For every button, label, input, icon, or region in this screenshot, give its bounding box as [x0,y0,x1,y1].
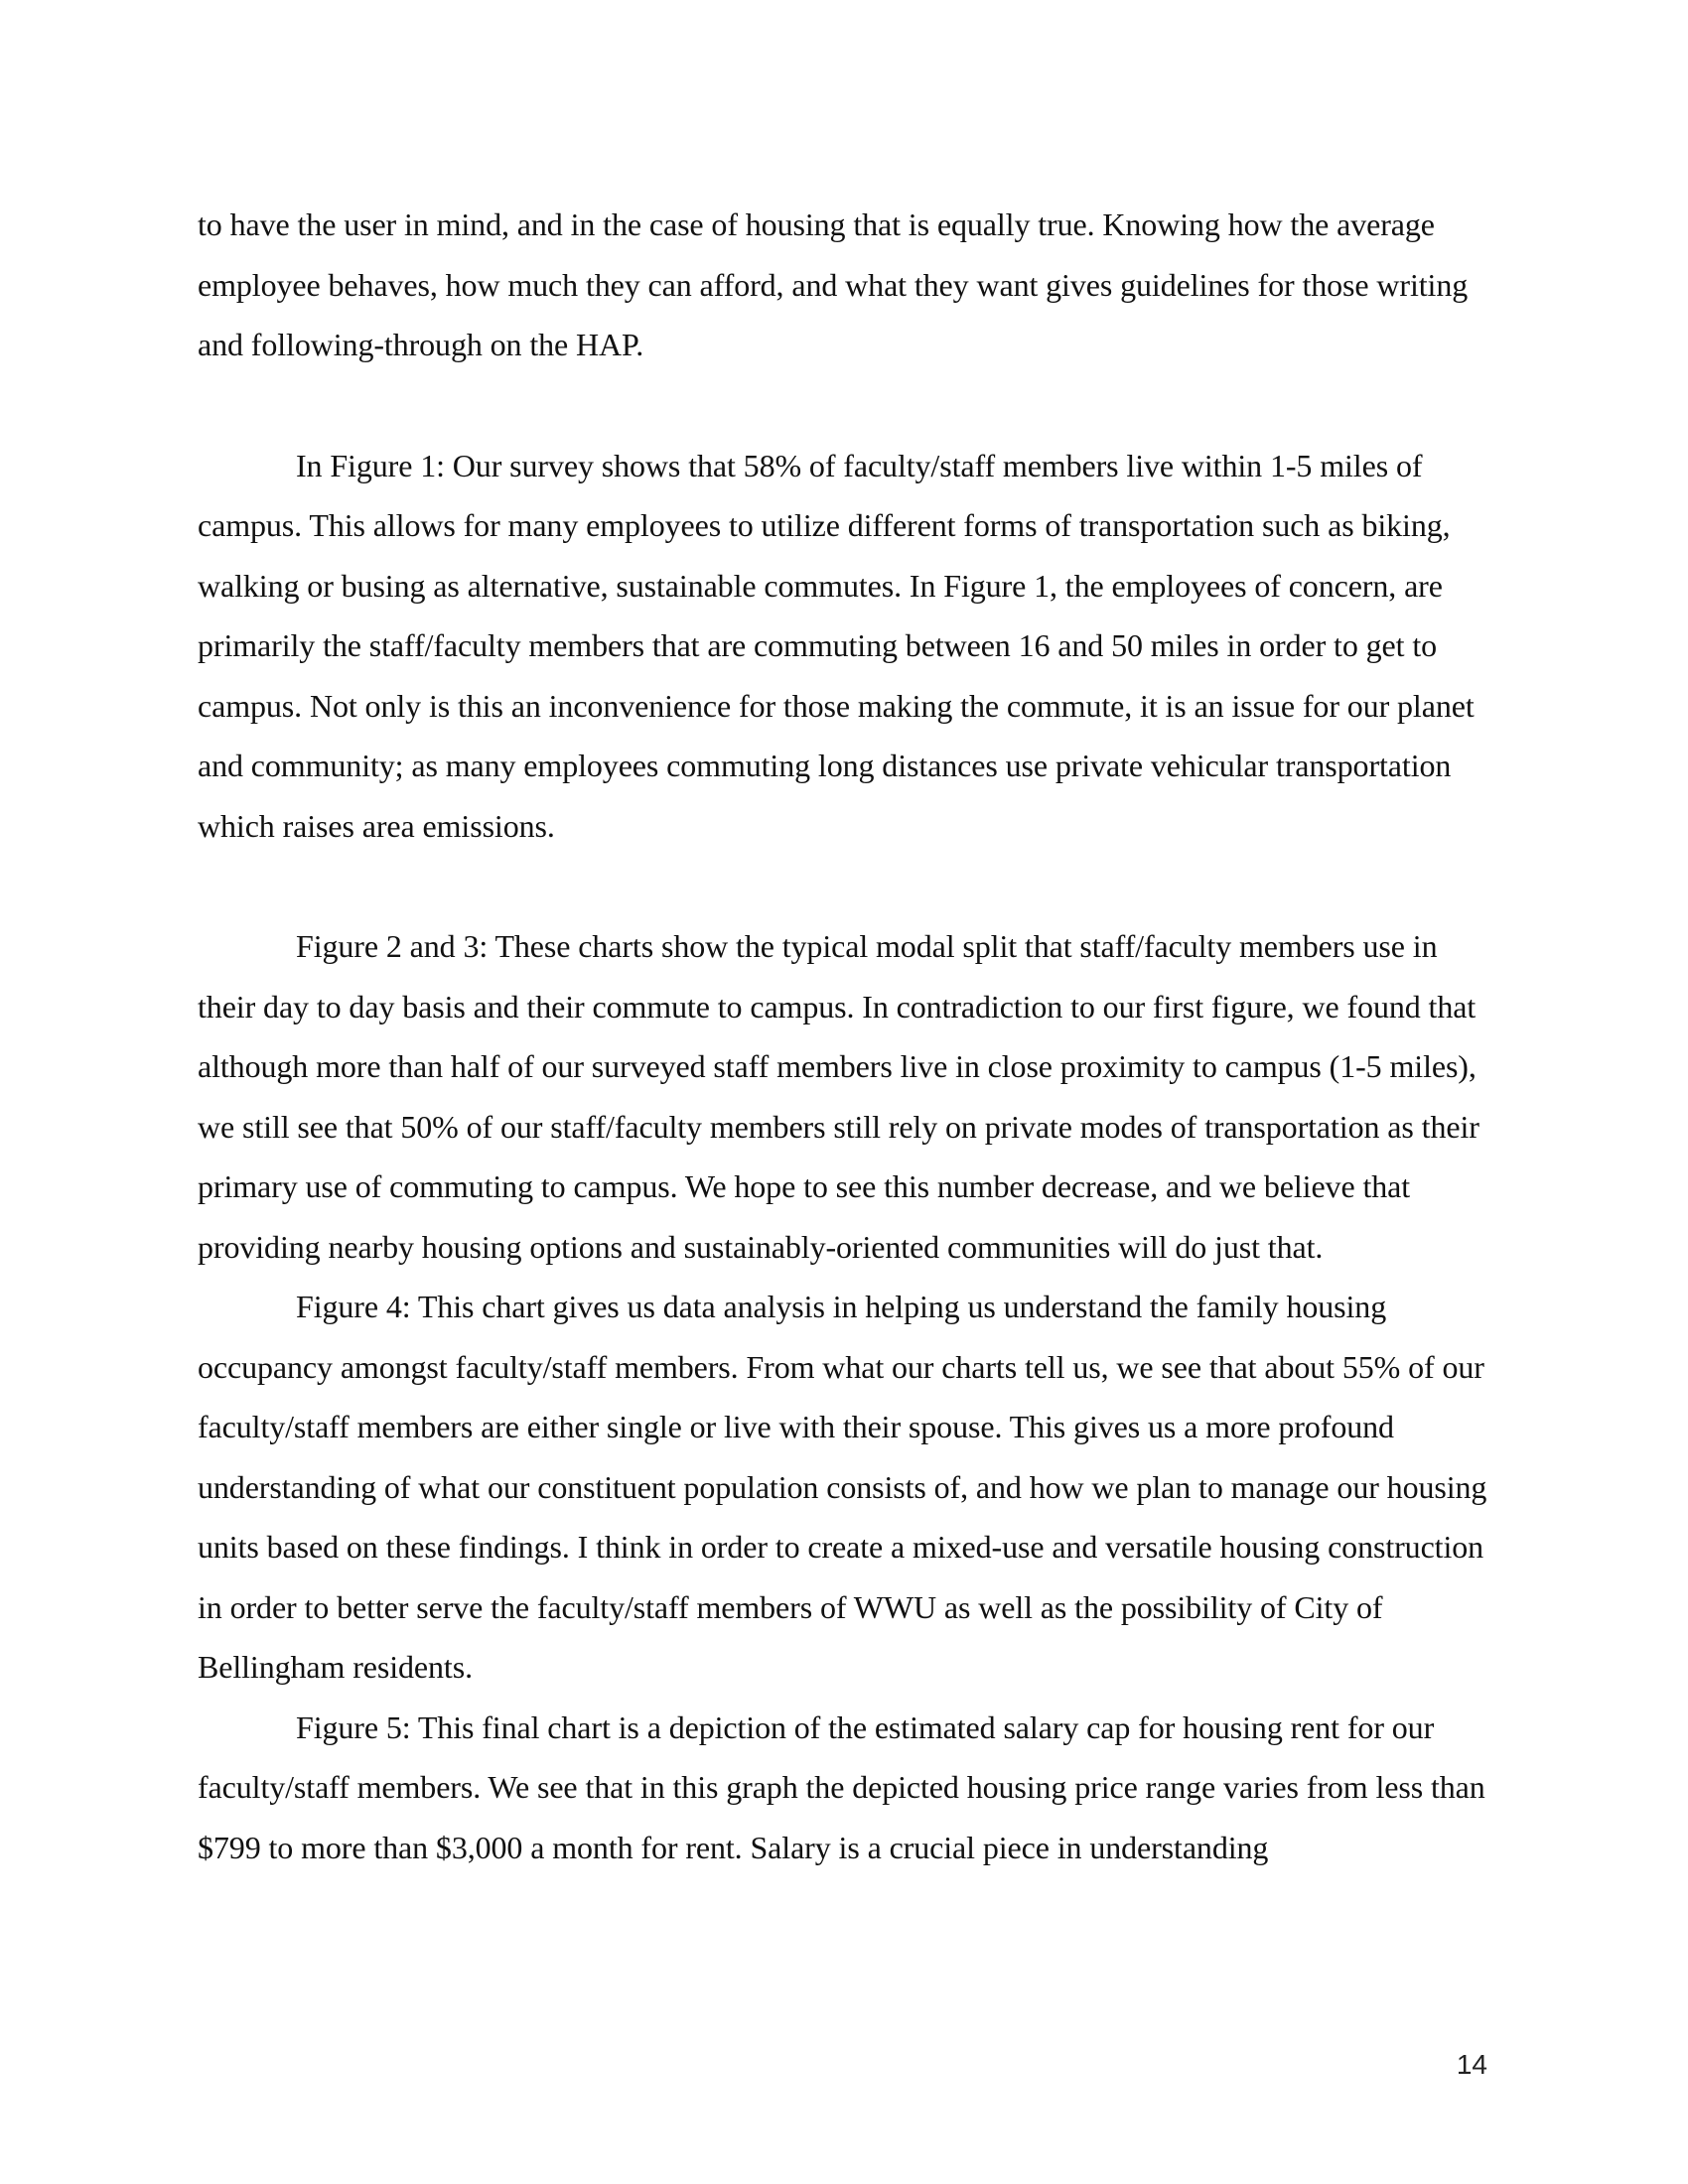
paragraph-continuation: to have the user in mind, and in the case of housing that is equally true. Knowing how the average employee behaves, how much they can afford, and what they want gives guidelines for those writing and following-through on the HAP. [198,206,1469,362]
paragraph-figure-2-3: Figure 2 and 3: These charts show the typical modal split that staff/faculty members use in their day to day basis and their commute to campus. In contradiction to our first figure, we found that although more than half of our surveyed staff members live in close proximity to campus (1-5 miles), we still see that 50% of our staff/faculty members still rely on private modes of transportation as their primary use of commuting to campus. We hope to see this number decrease, and we believe that providing nearby housing options and sustainably-oriented communities will do just that. [198,928,1479,1265]
paragraph-figure-1: In Figure 1: Our survey shows that 58% of faculty/staff members live within 1-5 miles of campus. This allows for many employees to utilize different forms of transportation such as biking, walking or busing as alternative, sustainable commutes. In Figure 1, the employees of concern, are primarily the staff/faculty members that are commuting between 16 and 50 miles in order to get to campus. Not only is this an inconvenience for those making the commute, it is an issue for our planet and community; as many employees commuting long distances use private vehicular transportation which raises area emissions. [198,447,1475,844]
paragraph-figure-5: Figure 5: This final chart is a depiction of the estimated salary cap for housing rent for our faculty/staff members. We see that in this graph the depicted housing price range varies from less than $799 to more than $3,000 a month for rent. Salary is a crucial piece in understanding [198,1708,1485,1865]
paragraph-figure-4: Figure 4: This chart gives us data analysis in helping us understand the family housing occupancy amongst faculty/staff members. From what our charts tell us, we see that about 55% of our faculty/staff members are either single or live with their spouse. This gives us a more profound understanding of what our constituent population consists of, and how we plan to manage our housing units based on these findings. I think in order to create a mixed-use and versatile housing construction in order to better serve the faculty/staff members of WWU as well as the possibility of City of Bellingham residents. [198,1289,1487,1685]
page-number: 14 [1456,2049,1487,2080]
page-body [198,195,1490,1877]
